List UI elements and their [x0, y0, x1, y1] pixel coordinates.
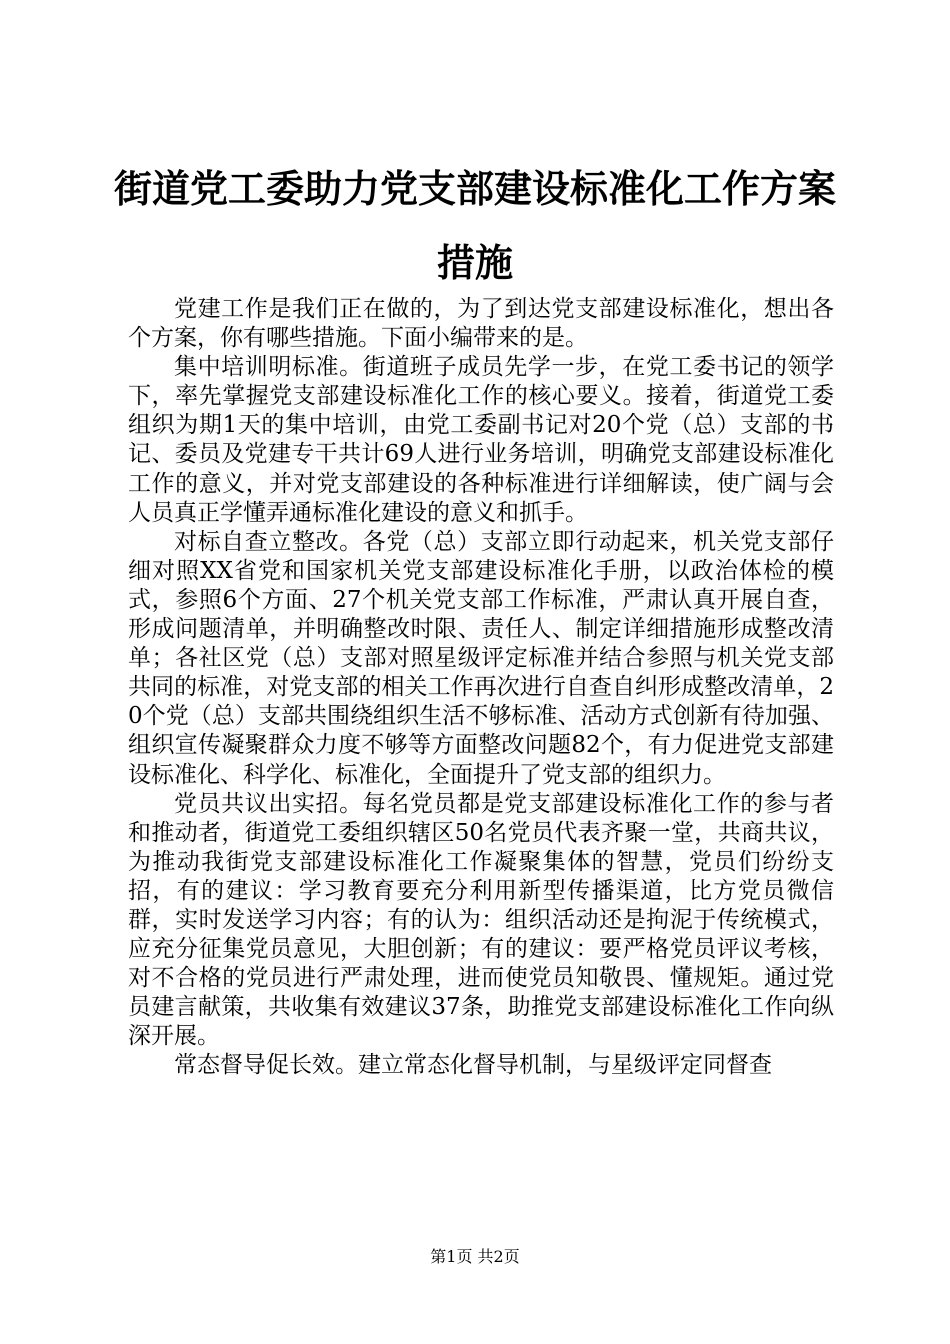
paragraph-supervision: 常态督导促长效。建立常态化督导机制，与星级评定同督查 [174, 1052, 772, 1079]
paragraph-member-discussion: 党员共议出实招。每名党员都是党支部建设标准化工作的参与者和推动者，街道党工委组织辖区50名党员代表齐聚一堂，共商共议，为推动我街党支部建设标准化工作凝聚集体的智慧，党员们纷纷支招，有的建议：学习教育要充分利用新型传播渠道，比方党员微信群，实时发送学习内容；有的认为：组织活动还是拘泥于传统模式，应充分征集党员意见，大胆创新；有的建议：要严格党员评议考核，对不合格的党员进行严肃处理，进而使党员知敬畏、懂规矩。通过党员建言献策，共收集有效建议37条，助推党支部建设标准化工作向纵深开展。 [128, 790, 834, 1050]
document-body [128, 295, 834, 1081]
paragraph-training: 集中培训明标准。街道班子成员先学一步，在党工委书记的领学下，率先掌握党支部建设标准化工作的核心要义。接着，街道党工委组织为期1天的集中培训，由党工委副书记对20个党（总）支部的书记、委员及党建专干共计69人进行业务培训，明确党支部建设标准化工作的意义，并对党支部建设的各种标准进行详细解读，使广阔与会人员真正学懂弄通标准化建设的意义和抓手。 [128, 354, 834, 526]
page-footer: 第1页 共2页 [430, 1247, 520, 1266]
paragraph-self-check: 对标自查立整改。各党（总）支部立即行动起来，机关党支部仔细对照XX省党和国家机关党支部建设标准化手册，以政治体检的模式，参照6个方面、27个机关党支部工作标准，严肃认真开展自查，形成问题清单，并明确整改时限、责任人、制定详细措施形成整改清单；各社区党（总）支部对照星级评定标准并结合参照与机关党支部共同的标准，对党支部的相关工作再次进行自查自纠形成整改清单，20个党（总）支部共围绕组织生活不够标准、活动方式创新有待加强、组织宣传凝聚群众力度不够等方面整改问题82个，有力促进党支部建设标准化、科学化、标准化，全面提升了党支部的组织力。 [128, 528, 834, 788]
document-title: 街道党工委助力党支部建设标准化工作方案措施 [113, 166, 836, 285]
paragraph-intro: 党建工作是我们正在做的，为了到达党支部建设标准化，想出各个方案，你有哪些措施。下面小编带来的是。 [128, 296, 834, 352]
